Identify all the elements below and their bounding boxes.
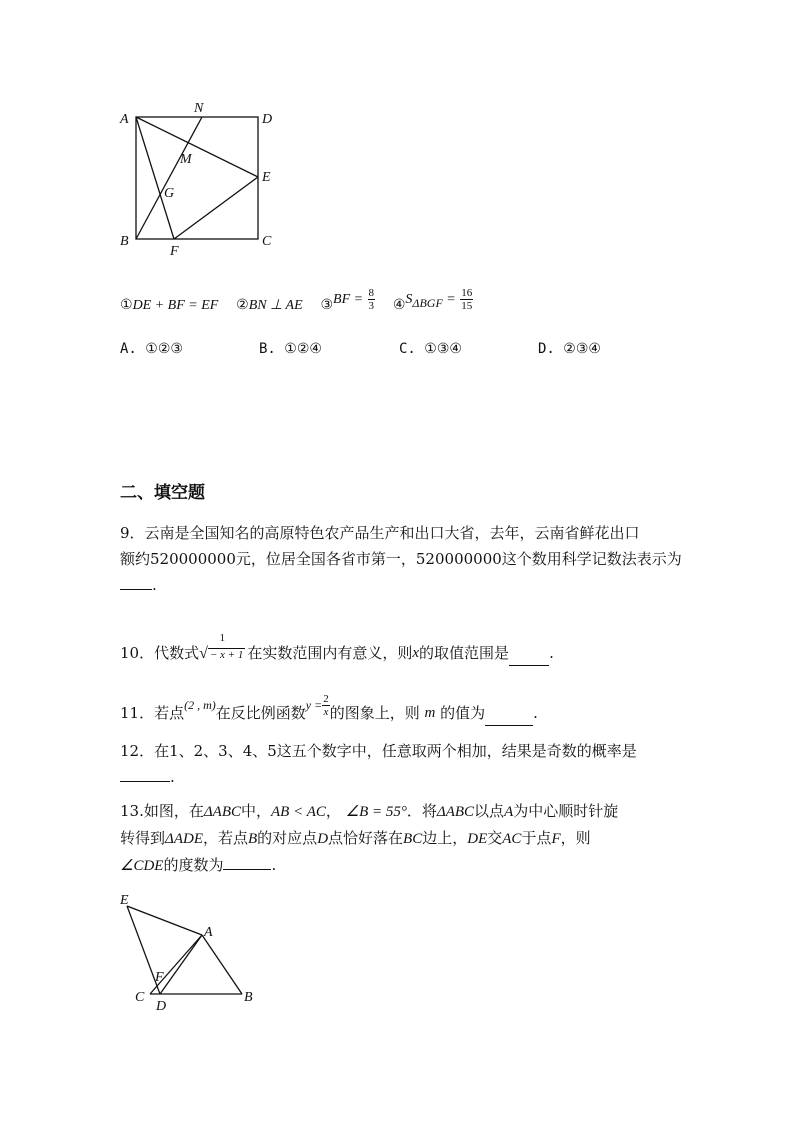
text: ，若点 xyxy=(202,829,248,847)
section-heading: 二、填空题 xyxy=(120,483,205,503)
question-11 xyxy=(120,688,538,726)
text: ，则 xyxy=(560,829,591,847)
option-label: C. xyxy=(399,341,416,357)
label-C: C xyxy=(262,234,272,249)
label-A: A xyxy=(204,925,213,940)
segment-bn xyxy=(136,117,202,239)
text: 于点 xyxy=(521,829,552,847)
option-d[interactable] xyxy=(538,341,601,357)
text: ， xyxy=(325,802,341,820)
rotation-figure xyxy=(110,888,270,1018)
fraction-numerator: 1 xyxy=(219,632,225,644)
statement-1: DE + BF = EF xyxy=(132,298,219,313)
q9-line-2: 额约520000000元，位居全国各省市第一，520000000这个数用科学记数法表示为 xyxy=(120,550,682,568)
q11-suffix: 的图象上，则 xyxy=(329,704,420,722)
q11-prefix: 11．若点 xyxy=(120,704,185,722)
text: 的对应点 xyxy=(257,829,318,847)
segment-ac xyxy=(150,935,202,994)
label-D: D xyxy=(262,112,273,127)
text: 转得到 xyxy=(120,829,166,847)
label-G: G xyxy=(164,186,175,201)
option-label: D. xyxy=(538,341,555,357)
function-lhs: y = xyxy=(305,698,323,712)
question-12 xyxy=(120,738,637,790)
radical-sign: √ xyxy=(199,645,208,662)
fraction-numerator: 8 xyxy=(368,286,375,299)
angle-cde: ∠CDE xyxy=(120,858,164,874)
q9-line-3 xyxy=(120,572,682,598)
label-D: D xyxy=(156,999,167,1014)
segment-de: DE xyxy=(467,831,488,847)
triangle-abc: ΔABC xyxy=(203,804,241,820)
fraction-denominator: 15 xyxy=(461,299,473,312)
text: ．将 xyxy=(406,802,437,820)
q12-line-2 xyxy=(120,764,637,790)
statement-4-fraction xyxy=(460,287,473,312)
label-E: E xyxy=(120,893,129,908)
inequality: AB < AC xyxy=(271,804,326,820)
period: . xyxy=(549,644,554,662)
statement-3-lhs: BF = xyxy=(333,292,364,307)
segment-ad xyxy=(160,935,202,994)
radicand: − x + 1 xyxy=(209,649,244,661)
segment-ab xyxy=(202,935,242,994)
option-text: ②③④ xyxy=(563,341,601,357)
option-text: ①②④ xyxy=(284,341,322,357)
statement-4-marker: ④ xyxy=(392,297,406,313)
period: . xyxy=(271,856,277,874)
answer-blank[interactable] xyxy=(223,853,271,870)
q13-line-2 xyxy=(120,825,618,852)
point-b: B xyxy=(248,831,258,847)
statement-1-marker: ① xyxy=(120,297,133,313)
label-M: M xyxy=(180,152,192,167)
period: . xyxy=(170,768,175,786)
point-d: D xyxy=(317,831,329,847)
statement-2: BN ⊥ AE xyxy=(248,298,303,313)
label-B: B xyxy=(244,990,253,1005)
text: 为中心顺时针旋 xyxy=(513,802,619,820)
option-b[interactable] xyxy=(259,341,322,357)
statement-2-marker: ② xyxy=(236,297,249,313)
fraction-denominator: 3 xyxy=(368,299,375,312)
text: 交 xyxy=(487,829,503,847)
q9-line-1: 9．云南是全国知名的高原特色农产品生产和出口大省，去年，云南省鲜花出口 xyxy=(120,524,640,542)
q10-prefix: 10．代数式 xyxy=(120,644,200,662)
q10-middle: 在实数范围内有意义，则 xyxy=(247,644,413,662)
answer-blank[interactable] xyxy=(120,765,170,782)
equals: = xyxy=(446,292,456,307)
fraction-denominator xyxy=(199,646,245,662)
text: 13.如图，在 xyxy=(120,802,204,820)
triangle-ade: ΔADE xyxy=(165,831,203,847)
area-symbol: S xyxy=(405,292,413,307)
answer-blank[interactable] xyxy=(509,649,549,666)
segment-fe xyxy=(174,177,258,239)
fraction-numerator: 2 xyxy=(323,693,329,705)
text: 边上， xyxy=(422,829,468,847)
q13-line-3 xyxy=(120,852,618,879)
point-a: A xyxy=(504,804,514,820)
square-abcd xyxy=(136,117,258,239)
label-F: F xyxy=(170,244,179,259)
label-N: N xyxy=(194,101,204,116)
function-fraction xyxy=(322,693,330,718)
statement-3-fraction xyxy=(368,287,376,312)
option-text: ①②③ xyxy=(145,341,183,357)
fraction-denominator: x xyxy=(323,706,329,718)
option-c[interactable] xyxy=(399,341,462,357)
q11-suffix-2: 的值为 xyxy=(440,704,486,722)
option-label: A. xyxy=(120,341,137,357)
area-subscript: ΔBGF xyxy=(412,295,443,310)
option-text: ①③④ xyxy=(424,341,462,357)
variable-x: x xyxy=(412,645,420,661)
q10-suffix: 的取值范围是 xyxy=(419,644,510,662)
period: . xyxy=(533,704,538,722)
label-C: C xyxy=(135,990,145,1005)
text: 中， xyxy=(241,802,272,820)
label-B: B xyxy=(120,234,129,249)
side-bc: BC xyxy=(403,831,423,847)
text: 以点 xyxy=(474,802,505,820)
question-13 xyxy=(120,798,618,879)
answer-blank[interactable] xyxy=(485,709,533,726)
statement-4-area xyxy=(405,292,456,310)
answer-blank[interactable] xyxy=(120,573,152,590)
point-coordinates: (2 , m) xyxy=(184,698,216,712)
sqrt-expression xyxy=(199,632,245,662)
fraction-numerator: 16 xyxy=(461,286,473,299)
q13-line-1 xyxy=(120,798,618,825)
text: 点恰好落在 xyxy=(328,829,404,847)
angle-b: ∠B = 55° xyxy=(345,804,407,820)
variable-m: m xyxy=(424,705,436,721)
point-f: F xyxy=(551,831,561,847)
q8-statements xyxy=(120,286,473,322)
question-9 xyxy=(120,520,682,598)
triangle-abc: ΔABC xyxy=(436,804,475,820)
option-label: B. xyxy=(259,341,276,357)
label-F: F xyxy=(155,970,164,985)
segment-ac: AC xyxy=(502,831,522,847)
segment-ea xyxy=(127,906,202,935)
text: 的度数为 xyxy=(163,856,224,874)
question-10 xyxy=(120,622,554,666)
q11-middle: 在反比例函数 xyxy=(215,704,306,722)
option-a[interactable] xyxy=(120,341,183,357)
square-figure xyxy=(110,95,300,265)
label-E: E xyxy=(262,170,271,185)
statement-3-marker: ③ xyxy=(320,297,334,313)
label-A: A xyxy=(120,112,129,127)
period: . xyxy=(152,576,157,594)
q12-line-1: 12．在1、2、3、4、5这五个数字中，任意取两个相加，结果是奇数的概率是 xyxy=(120,742,637,760)
